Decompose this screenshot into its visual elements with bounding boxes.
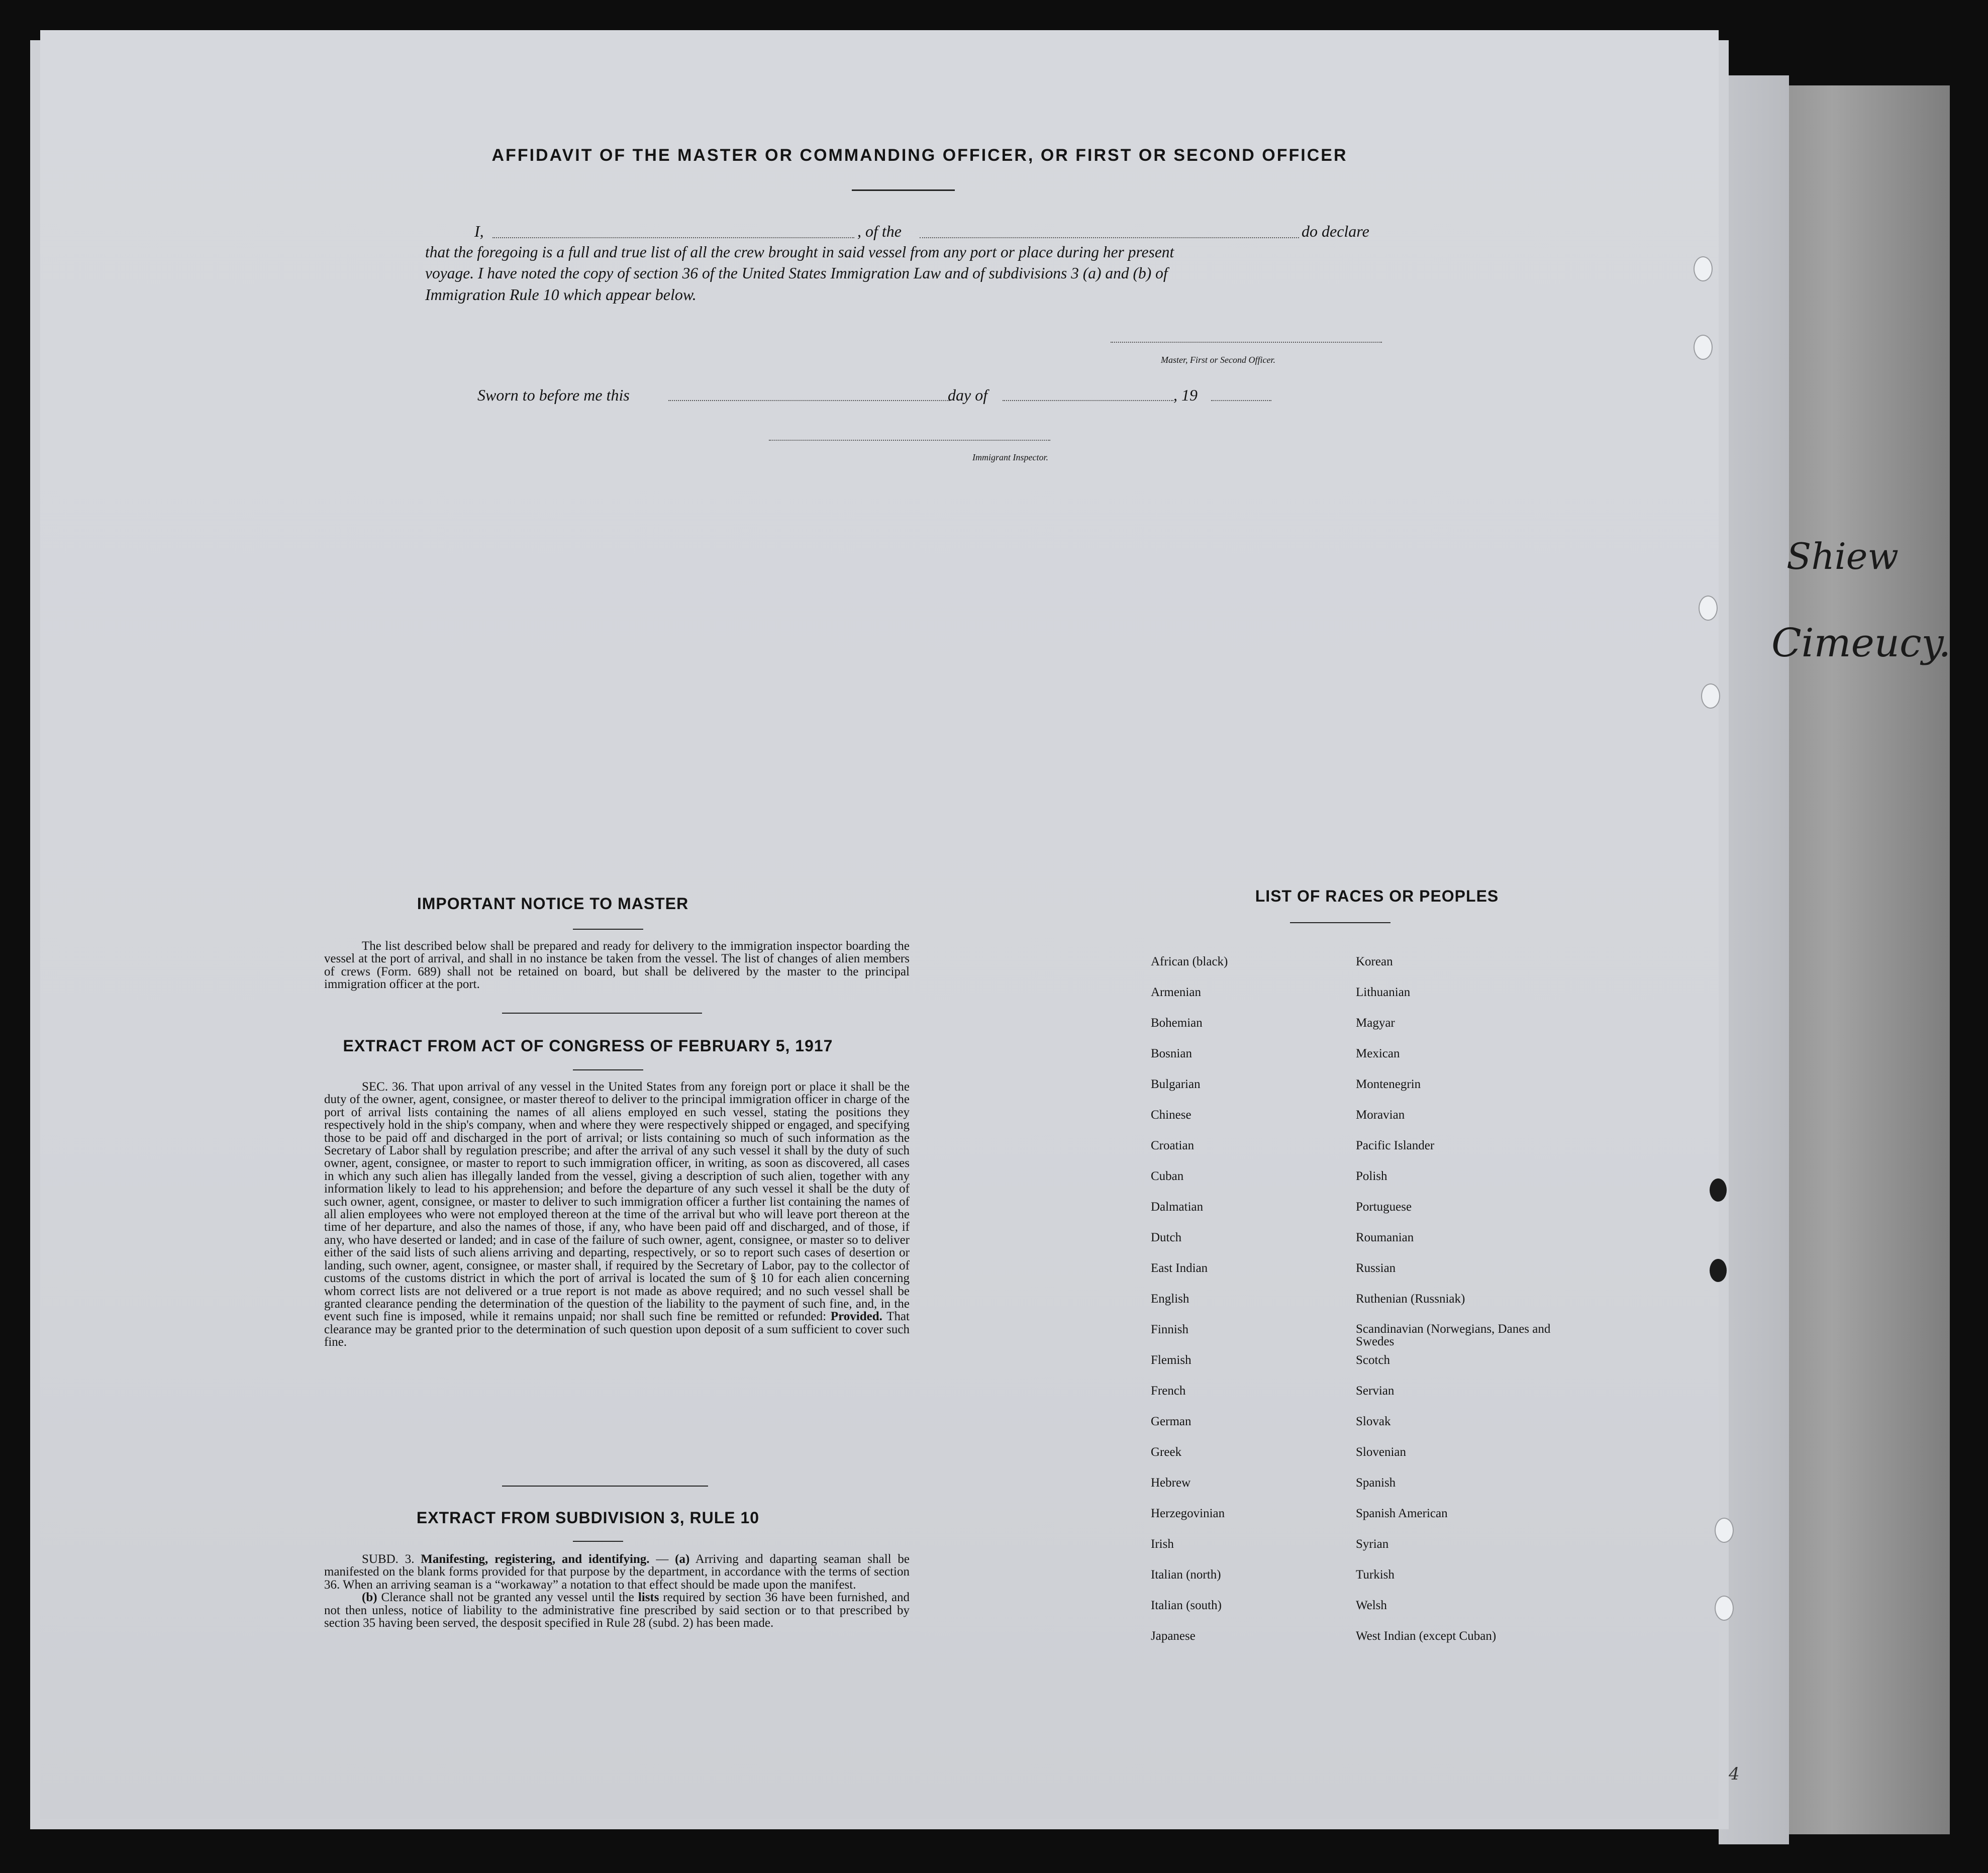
race-item: Lithuanian — [1356, 985, 1411, 999]
race-item: Flemish — [1151, 1353, 1191, 1367]
master-name-field[interactable] — [492, 237, 854, 238]
notice-heading: IMPORTANT NOTICE TO MASTER — [417, 895, 689, 913]
form-page — [40, 30, 1740, 1819]
rule-heading: EXTRACT FROM SUBDIVISION 3, RULE 10 — [416, 1509, 760, 1527]
subd-title: Manifesting, registering, and identifying. — [421, 1552, 650, 1566]
races-list-left — [1151, 955, 1228, 1660]
race-item: Mexican — [1356, 1047, 1400, 1060]
underlying-page-edge — [1719, 75, 1789, 1844]
affidavit-declare: do declare — [1302, 222, 1369, 240]
race-item: Italian (north) — [1151, 1568, 1221, 1582]
races-list-right — [1356, 955, 1567, 1660]
inspector-caption: Immigrant Inspector. — [972, 452, 1048, 462]
subd-a-text: Arriving and daparting seaman shall be manifested on the blank forms provided for that purpose by the department, in accordance with the terms of section 36. When an arriving seaman is a “workaway” a notation to that effect should be made upon the manifest. — [324, 1552, 910, 1592]
race-item: Russian — [1356, 1261, 1396, 1275]
rule-text: SUBD. 3. Manifesting, registering, and identifying. — (a) Arriving and daparting seaman shall be manifested on the blank forms provided for that purpose by the department, in accordance with the terms of section 36. When an arriving seaman is a “workaway” a notation to that effect should be made upon the manifest. (b) Clerance shall not be granted any vessel until the lists required by section 36 have been furnished, and not then unless, notice of liability to the administrative fine prescribed by said section or to that prescribed by section 35 having been served, the desposit specified in Rule 28 (subd. 2) has been made. — [324, 1552, 910, 1630]
race-item: Portuguese — [1356, 1200, 1412, 1214]
race-item: Syrian — [1356, 1537, 1389, 1551]
race-item: Cuban — [1151, 1169, 1184, 1183]
race-item: Slovenian — [1356, 1445, 1406, 1459]
punch-hole — [1715, 1518, 1734, 1543]
race-item: East Indian — [1151, 1261, 1208, 1275]
race-item: Polish — [1356, 1169, 1387, 1183]
affidavit-line-4: Immigration Rule 10 which appear below. — [425, 285, 697, 304]
race-item: Armenian — [1151, 985, 1201, 999]
punch-hole — [1701, 683, 1720, 709]
race-item: French — [1151, 1384, 1186, 1398]
punch-hole — [1694, 256, 1713, 281]
handwritten-line-2: Cimeucy. — [1771, 621, 1951, 666]
affidavit-line-3: voyage. I have noted the copy of section 36 of the United States Immigration Law and of subdivisions 3 (a) and (b) of — [425, 264, 1168, 282]
affidavit-of-the: , of the — [857, 222, 902, 240]
race-item: Bosnian — [1151, 1047, 1192, 1060]
page-number: 4 — [1729, 1764, 1740, 1784]
race-item: Magyar — [1356, 1016, 1395, 1030]
races-rule — [1290, 922, 1390, 923]
sworn-month-field[interactable] — [1003, 400, 1173, 401]
section-divider — [502, 1013, 702, 1014]
punch-hole — [1715, 1596, 1734, 1621]
race-item: West Indian (except Cuban) — [1356, 1629, 1497, 1643]
race-item: Greek — [1151, 1445, 1182, 1459]
race-item: Scandinavian (Norwegians, Danes and Swedes — [1356, 1322, 1551, 1348]
notice-rule — [573, 929, 643, 930]
sworn-text: Sworn to before me this — [477, 386, 630, 404]
race-item: Dutch — [1151, 1231, 1182, 1244]
race-item: Korean — [1356, 955, 1393, 968]
race-item: Scotch — [1356, 1353, 1390, 1367]
race-item: Slovak — [1356, 1415, 1391, 1428]
race-item: Roumanian — [1356, 1231, 1414, 1244]
subd-b-text: required by section 36 have been furnished, and not then unless, notice of liability to the administrative fine prescribed by said section or to that prescribed by section 35 having been served, the desposit specified in Rule 28 (subd. 2) has been made. — [324, 1591, 910, 1630]
sworn-year-field[interactable] — [1211, 400, 1271, 401]
race-item: Montenegrin — [1356, 1077, 1421, 1091]
race-item: Spanish American — [1356, 1507, 1448, 1520]
race-item: German — [1151, 1415, 1191, 1428]
punch-hole — [1710, 1178, 1727, 1202]
officer-signature-field[interactable] — [1111, 342, 1382, 343]
act-rule — [573, 1069, 643, 1070]
inspector-signature-field[interactable] — [769, 440, 1050, 441]
race-item: Bulgarian — [1151, 1077, 1201, 1091]
rule-heading-rule — [573, 1541, 623, 1542]
race-item: Chinese — [1151, 1108, 1191, 1122]
race-item: Japanese — [1151, 1629, 1196, 1643]
race-item: Herzegovinian — [1151, 1507, 1225, 1520]
punch-hole — [1699, 596, 1718, 621]
act-text — [324, 1080, 910, 1349]
handwritten-line-1: Shiew — [1786, 535, 1899, 577]
race-item: Ruthenian (Russniak) — [1356, 1292, 1465, 1306]
act-text-main: SEC. 36. That upon arrival of any vessel in the United States from any foreign port or place it shall be the duty of the owner, agent, consignee, or master thereof to deliver to the principal immigration officer in charge of the port of arrival lists containing the names of all aliens employed en such vessel, stating the positions they respectively hold in the ship's company, when and where they were respectively shipped or engaged, and specifying those to be paid off and discharged in the port of arrival; or lists containing so much of such information as the Secretary of Labor shall by regulation prescribe; and after the arrival of any such vessel it shall by the duty of such owner, agent, consignee, or master to report to such immigration officer, in writing, as soon as discovered, all cases in which any such alien has illegally landed from the vessel, giving a description of such alien, together with any information likely to lead to his apprehension; and before the departure of any such vessel it shall be the duty of such owner, agent, consignee, or master to deliver to such immigration officer a further list containing the names of all alien employees who were not employed thereon at the time of the arrival but who will leave port thereon at the time of her departure, and also the names of those, if any, who have been paid off and discharged, and of those, if any, who have deserted or landed; and in case of the failure of such owner, agent, consignee, or master so to deliver either of the said lists of such aliens arriving and departing, respectively, or so to report such cases of desertion or landing, such owner, agent, consignee, or master shall, if required by the Secretary of Labor, pay to the collector of customs of the customs district in which the port of arrival is located the sum of § 10 for each alien concerning whom correct lists are not delivered or a true report is not made as above required; and no such vessel shall be granted clearance pending the determination of the question of the liability to the payment of such fine, and, in the event such fine is imposed, while it remains unpaid; nor shall such fine be remitted or refunded: — [324, 1080, 910, 1324]
race-item: Croatian — [1151, 1139, 1195, 1152]
affidavit-i: I, — [474, 222, 484, 240]
vessel-name-field[interactable] — [920, 237, 1299, 238]
race-item: Dalmatian — [1151, 1200, 1204, 1214]
race-item: Finnish — [1151, 1323, 1189, 1336]
notice-text: The list described below shall be prepared and ready for delivery to the immigration inspector boarding the vessel at the port of arrival, and shall in no instance be taken from the vessel. The list of changes of alien members of crews (Form. 689) shall not be retained on board, but shall be delivered by the master to the principal immigration officer at the port. — [324, 939, 910, 992]
act-text-end: That clearance may be granted prior to the determination of such question upon deposit of a sum sufficient to cover such fine. — [324, 1310, 910, 1349]
act-heading: EXTRACT FROM ACT OF CONGRESS OF FEBRUARY 5, 1917 — [343, 1037, 833, 1055]
race-item: Servian — [1356, 1384, 1395, 1398]
race-item: Welsh — [1356, 1599, 1387, 1612]
heading-rule — [852, 189, 955, 191]
race-item: Irish — [1151, 1537, 1174, 1551]
race-item: Moravian — [1356, 1108, 1405, 1122]
sworn-day-of: day of — [948, 386, 988, 404]
sworn-year-prefix: , 19 — [1173, 386, 1198, 404]
race-item: Spanish — [1356, 1476, 1396, 1490]
race-item: Italian (south) — [1151, 1599, 1222, 1612]
race-item: African (black) — [1151, 955, 1228, 968]
race-item: Turkish — [1356, 1568, 1395, 1582]
section-divider-2 — [502, 1486, 708, 1487]
race-item: Pacific Islander — [1356, 1139, 1435, 1152]
race-item: Hebrew — [1151, 1476, 1191, 1490]
races-heading: LIST OF RACES OR PEOPLES — [1255, 887, 1499, 905]
race-item: Bohemian — [1151, 1016, 1203, 1030]
provided-label: Provided. — [830, 1310, 882, 1324]
affidavit-heading: AFFIDAVIT OF THE MASTER OR COMMANDING OFFICER, OR FIRST OR SECOND OFFICER — [491, 146, 1348, 165]
punch-hole — [1694, 335, 1713, 360]
sworn-day-field[interactable] — [668, 400, 950, 401]
punch-hole — [1710, 1259, 1727, 1282]
race-item: English — [1151, 1292, 1189, 1306]
affidavit-line-2: that the foregoing is a full and true list of all the crew brought in said vessel from any port or place during her present — [425, 243, 1174, 261]
officer-signature-caption: Master, First or Second Officer. — [1161, 355, 1275, 365]
